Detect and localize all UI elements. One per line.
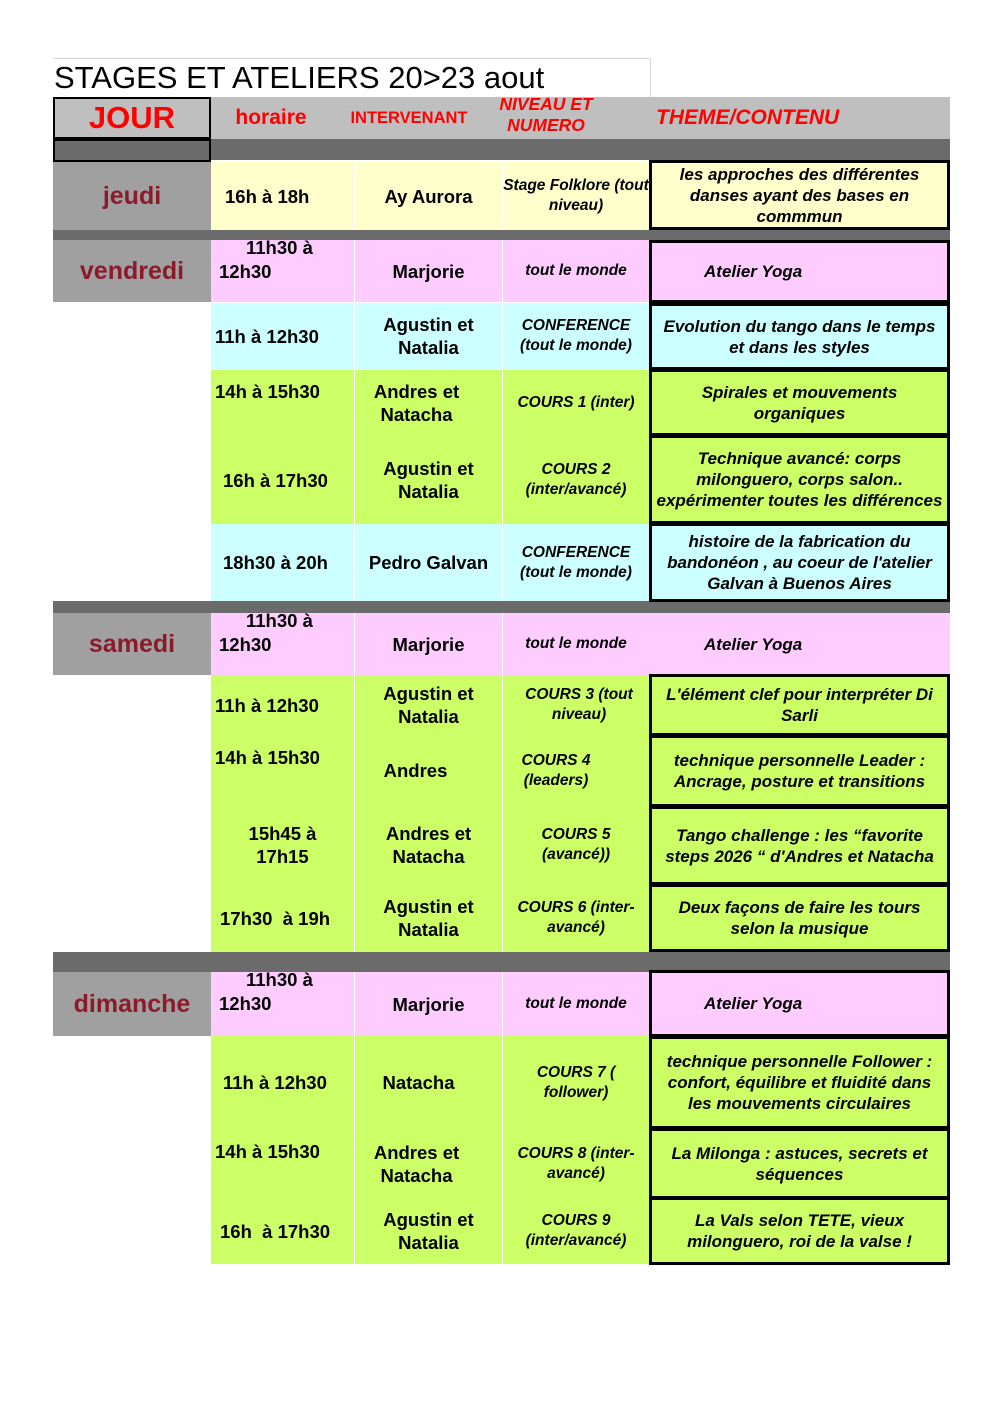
intervenant-cell: Andres et Natacha xyxy=(355,806,503,884)
level-cell: tout le monde xyxy=(525,635,627,652)
theme-cell: Evolution du tango dans le temps et dans les styles xyxy=(649,303,950,370)
theme-cell: Tango challenge : les “favorite steps 2026 “ d'Andres et Natacha xyxy=(649,806,950,885)
level-cell: COURS 6 (inter-avancé) xyxy=(517,899,635,936)
table-row xyxy=(211,436,649,524)
time-line-1: 11h30 à xyxy=(246,610,313,631)
level-cell: CONFERENCE (tout le monde) xyxy=(520,543,632,581)
time-cell: 11h à 12h30 xyxy=(211,303,355,369)
intervenant-cell: Marjorie xyxy=(355,240,503,302)
time-line-2: 12h30 xyxy=(219,261,272,282)
time-cell xyxy=(211,610,355,675)
level-cell: COURS 5 (avancé)) xyxy=(541,826,611,863)
theme-cell: La Vals selon TETE, vieux milonguero, roi de la valse ! xyxy=(649,1197,950,1265)
day-samedi: samedi xyxy=(53,613,211,675)
theme-cell: histoire de la fabrication du bandonéon , au coeur de l'atelier Galvan à Buenos Aires xyxy=(649,523,950,602)
intervenant-cell: Natacha xyxy=(355,1036,503,1129)
level-cell: COURS 1 (inter) xyxy=(517,394,635,411)
table-row xyxy=(211,1036,649,1129)
intervenant-cell: Agustin et Natalia xyxy=(355,1198,503,1264)
table-row xyxy=(211,610,649,675)
theme-cell: Atelier Yoga xyxy=(649,240,950,303)
intervenant-cell: Marjorie xyxy=(355,972,503,1036)
theme-cell: L'élément clef pour interpréter Di Sarli xyxy=(649,674,950,736)
level-cell: Stage Folklore (tout niveau) xyxy=(503,177,649,214)
time-line-2: 12h30 xyxy=(219,634,272,655)
time-cell: 16h à 17h30 xyxy=(211,1198,355,1264)
time-cell: 18h30 à 20h xyxy=(211,524,355,601)
level-cell: COURS 2 (inter/avancé) xyxy=(525,461,627,498)
table-row xyxy=(211,162,649,230)
level-cell: COURS 8 (inter-avancé) xyxy=(517,1144,635,1182)
level-cell: COURS 9 (inter/avancé) xyxy=(525,1212,627,1249)
header-intervenant: INTERVENANT xyxy=(350,108,468,127)
time-cell: 17h30 à 19h xyxy=(211,884,355,952)
time-line-1: 11h30 à xyxy=(246,969,313,990)
day-separator xyxy=(53,601,950,613)
level-cell: COURS 4 (leaders) xyxy=(521,751,591,789)
time-cell: 11h à 12h30 xyxy=(211,675,355,735)
table-row xyxy=(211,806,649,884)
intervenant-cell: Andres et Natacha xyxy=(355,370,503,436)
theme-cell: Atelier Yoga xyxy=(649,613,950,675)
page-title: STAGES ET ATELIERS 20>23 aout xyxy=(54,58,651,97)
time-line-1: 11h30 à xyxy=(246,237,313,258)
level-cell: COURS 3 (tout niveau) xyxy=(525,686,633,723)
theme-cell: technique personnelle Follower : confort, équilibre et fluidité dans les mouvements circulaires xyxy=(649,1036,950,1129)
time-cell: 16h à 17h30 xyxy=(211,436,355,524)
level-cell: CONFERENCE (tout le monde) xyxy=(520,317,632,354)
table-row xyxy=(211,884,649,952)
table-row xyxy=(211,303,649,369)
day-jeudi: jeudi xyxy=(53,162,211,230)
intervenant-cell: Andres et Natacha xyxy=(355,1129,503,1198)
level-cell: COURS 7 ( follower) xyxy=(536,1063,616,1101)
table-row xyxy=(211,1129,649,1198)
theme-cell: Deux façons de faire les tours selon la musique xyxy=(649,884,950,952)
intervenant-cell: Ay Aurora xyxy=(355,162,503,230)
time-cell: 14h à 15h30 xyxy=(211,735,355,806)
table-row xyxy=(211,735,649,806)
intervenant-cell: Andres xyxy=(355,735,503,806)
header-horaire: horaire xyxy=(235,106,307,129)
time-cell xyxy=(211,969,355,1036)
day-separator xyxy=(53,230,950,240)
theme-cell: La Milonga : astuces, secrets et séquences xyxy=(649,1128,950,1199)
time-cell: 15h45 à 17h15 xyxy=(211,806,355,884)
time-cell: 14h à 15h30 xyxy=(211,370,355,436)
time-cell xyxy=(211,237,355,302)
day-dimanche: dimanche xyxy=(53,972,211,1036)
level-cell: tout le monde xyxy=(525,262,627,279)
time-cell: 11h à 12h30 xyxy=(211,1036,355,1129)
theme-cell: les approches des différentes danses ayant des bases en commmun xyxy=(649,160,950,230)
table-row xyxy=(211,1198,649,1264)
table-row xyxy=(211,237,649,302)
header-separator xyxy=(53,139,211,162)
day-vendredi: vendredi xyxy=(53,240,211,302)
table-row xyxy=(211,370,649,436)
table-row xyxy=(211,969,649,1036)
intervenant-cell: Marjorie xyxy=(355,613,503,675)
intervenant-cell: Agustin et Natalia xyxy=(355,436,503,524)
table-row xyxy=(211,675,649,735)
theme-cell: Spirales et mouvements organiques xyxy=(649,369,950,436)
theme-cell: Atelier Yoga xyxy=(649,970,950,1037)
header-niveau: NIVEAU ET NUMERO xyxy=(499,94,593,135)
intervenant-cell: Agustin et Natalia xyxy=(355,675,503,735)
time-cell: 14h à 15h30 xyxy=(211,1129,355,1198)
intervenant-cell: Agustin et Natalia xyxy=(355,303,503,369)
level-cell: tout le monde xyxy=(525,995,627,1012)
day-separator xyxy=(53,952,950,972)
table-row xyxy=(211,524,649,601)
header-jour: JOUR xyxy=(88,100,176,135)
time-line-2: 12h30 xyxy=(219,993,272,1014)
theme-cell: technique personnelle Leader : Ancrage, posture et transitions xyxy=(649,735,950,807)
intervenant-cell: Pedro Galvan xyxy=(355,524,503,601)
intervenant-cell: Agustin et Natalia xyxy=(355,884,503,952)
theme-cell: Technique avancé: corps milonguero, corps salon.. expérimenter toutes les différences xyxy=(649,435,950,524)
header-theme: THEME/CONTENU xyxy=(656,106,840,129)
time-cell: 16h à 18h xyxy=(211,162,355,230)
header-separator-bar xyxy=(211,139,950,160)
